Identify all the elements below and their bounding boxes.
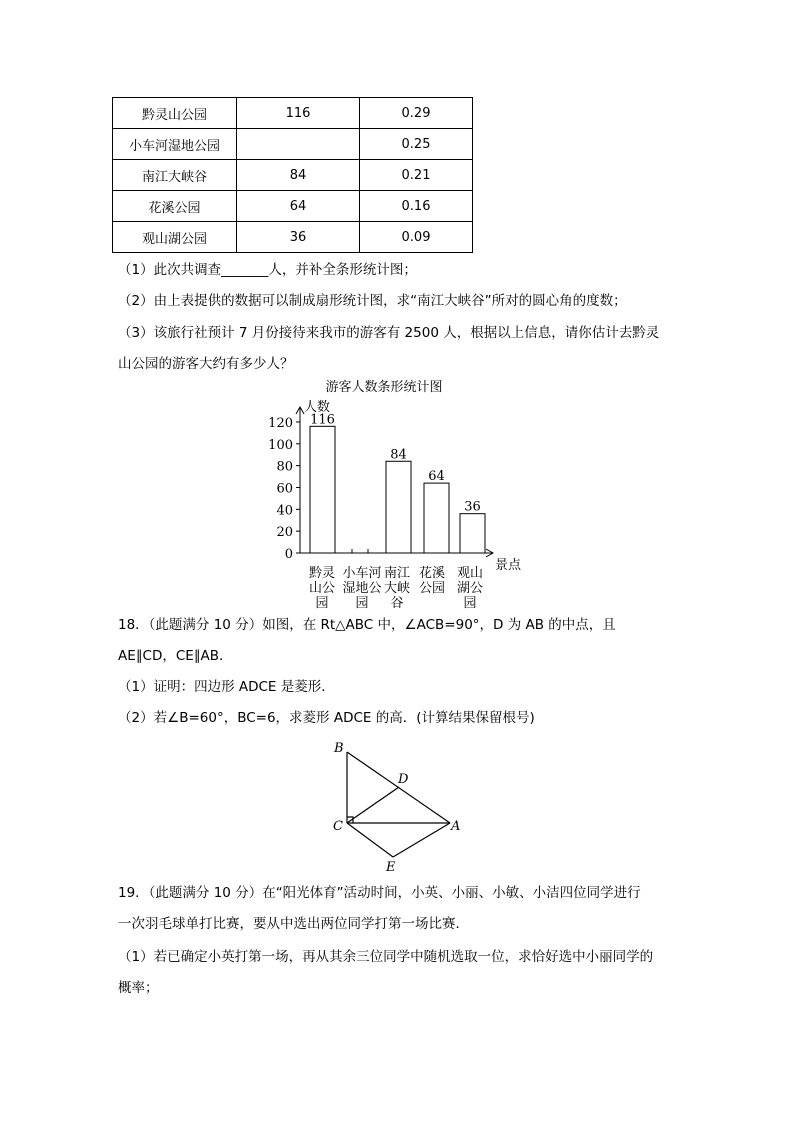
cell-name: 南江大峡谷 <box>113 160 237 191</box>
bar-value-label: 116 <box>310 412 335 428</box>
category-label: 园 <box>355 596 369 611</box>
q17-part1: （1）此次共调查_______人，并补全条形统计图； <box>118 262 417 278</box>
y-tick-label: 0 <box>284 547 293 562</box>
cell-freq: 0.29 <box>360 98 473 129</box>
bar-value-label: 64 <box>428 469 445 485</box>
bar <box>386 461 411 553</box>
y-tick-label: 20 <box>276 525 293 541</box>
cell-freq: 0.25 <box>360 129 473 160</box>
category-label: 公园 <box>418 581 446 596</box>
table-row <box>113 98 473 129</box>
label-D: D <box>398 772 409 787</box>
cell-count: 84 <box>237 160 360 191</box>
q18-part1: （1）证明：四边形 ADCE 是菱形． <box>118 679 335 695</box>
q19-line1: 19．（此题满分 10 分）在“阳光体育”活动时间，小英、小丽、小敏、小洁四位同学进行 <box>118 885 641 901</box>
cell-count: 64 <box>237 191 360 222</box>
cell-freq: 0.21 <box>360 160 473 191</box>
category-label: 园 <box>315 596 329 611</box>
bar-value-label: 36 <box>464 499 481 515</box>
label-B: B <box>334 741 344 756</box>
q18-part2: （2）若∠B=60°，BC=6，求菱形 ADCE 的高．(计算结果保留根号) <box>118 710 535 726</box>
segment-CD <box>347 787 399 823</box>
category-label: 观山 <box>456 566 484 581</box>
category-label: 园 <box>463 596 477 611</box>
label-E: E <box>386 860 396 875</box>
category-label: 大峡 <box>383 581 411 596</box>
table-row <box>113 191 473 222</box>
q17-part2: （2）由上表提供的数据可以制成扇形统计图，求“南江大峡谷”所对的圆心角的度数； <box>118 293 627 309</box>
bar <box>424 483 449 553</box>
q17-part3-cont: 山公园的游客大约有多少人？ <box>118 356 294 372</box>
cell-name: 花溪公园 <box>113 191 237 222</box>
survey-table <box>112 97 473 253</box>
q19-part1: （1）若已确定小英打第一场，再从其余三位同学中随机选取一位，求恰好选中小丽同学的 <box>118 949 654 965</box>
y-tick-label: 120 <box>268 415 293 431</box>
cell-name: 观山湖公园 <box>113 222 237 253</box>
category-label: 湿地公 <box>342 581 382 596</box>
category-label: 花溪 <box>418 566 446 581</box>
category-label: 小车河 <box>342 566 382 581</box>
label-C: C <box>333 819 343 834</box>
cell-name: 小车河湿地公园 <box>113 129 237 160</box>
category-label: 湖公 <box>456 581 484 596</box>
segment-CE <box>347 823 393 857</box>
segment-EA <box>393 823 450 857</box>
x-axis-label: 景点 <box>495 558 522 573</box>
y-tick-label: 40 <box>276 503 293 519</box>
bar <box>310 426 335 553</box>
y-tick-label: 100 <box>268 437 293 453</box>
q18-line1: 18．（此题满分 10 分）如图，在 Rt△ABC 中，∠ACB=90°，D 为 AB 的中点，且 <box>118 617 616 633</box>
cell-freq: 0.09 <box>360 222 473 253</box>
cell-freq: 0.16 <box>360 191 473 222</box>
cell-count: 116 <box>237 98 360 129</box>
category-label: 谷 <box>390 596 404 611</box>
y-axis-label: 人数 <box>304 400 331 415</box>
y-tick-label: 60 <box>276 481 293 497</box>
category-label: 南江 <box>383 566 411 581</box>
label-A: A <box>451 819 461 834</box>
cell-count <box>237 129 360 160</box>
y-tick-label: 80 <box>276 459 293 475</box>
cell-name: 黔灵山公园 <box>113 98 237 129</box>
category-label: 黔灵 <box>308 566 336 581</box>
category-label: 山公 <box>308 581 336 596</box>
q18-line2: AE∥CD，CE∥AB． <box>118 648 233 664</box>
q17-part3: （3）该旅行社预计 7 月份接待来我市的游客有 2500 人，根据以上信息，请你估计去黔灵 <box>118 325 660 341</box>
table-row <box>113 129 473 160</box>
cell-count: 36 <box>237 222 360 253</box>
q19-part1-cont: 概率； <box>118 980 159 996</box>
chart-title: 游客人数条形统计图 <box>325 380 443 395</box>
q19-line2: 一次羽毛球单打比赛，要从中选出两位同学打第一场比赛． <box>118 916 469 932</box>
table-row <box>113 222 473 253</box>
bar-chart <box>260 375 540 615</box>
table-row <box>113 160 473 191</box>
bar-value-label: 84 <box>390 447 407 463</box>
bar <box>460 514 485 553</box>
geometry-figure <box>320 735 470 875</box>
